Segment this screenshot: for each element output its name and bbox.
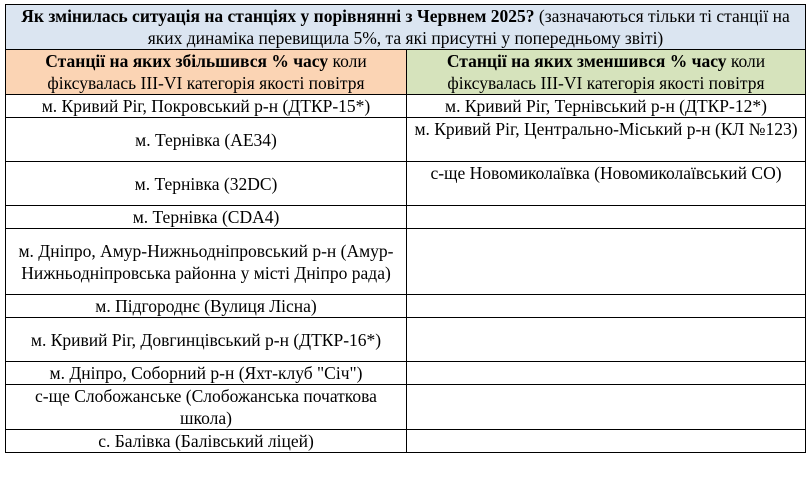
- increased-station: с. Балівка (Балівський ліцей): [6, 430, 407, 453]
- stations-comparison-table: [5, 4, 806, 453]
- decreased-station: [407, 229, 806, 295]
- header-decreased-note: коли фіксувалась ІІІ-VI категорія якості повітря: [447, 51, 766, 93]
- decreased-station: м. Кривий Ріг, Тернівський р-н (ДТКР-12*): [407, 95, 806, 118]
- increased-station: м. Дніпро, Соборний р-н (Яхт-клуб "Січ"): [6, 362, 407, 385]
- decreased-station: [407, 295, 806, 318]
- decreased-station: м. Кривий Ріг, Центрально-Міський р-н (КЛ №123): [407, 118, 806, 162]
- increased-station: м. Тернівка (AE34): [6, 118, 407, 162]
- increased-station: м. Кривий Ріг, Покровський р-н (ДТКР-15*): [6, 95, 407, 118]
- increased-station: с-ще Слобожанське (Слобожанська початкова школа): [6, 385, 407, 430]
- increased-station: м. Тернівка (CDA4): [6, 206, 407, 229]
- decreased-station: [407, 385, 806, 430]
- table-row: [6, 362, 806, 385]
- table-row: [6, 162, 806, 206]
- decreased-station: [407, 318, 806, 362]
- increased-station: м. Тернівка (32DC): [6, 162, 407, 206]
- table-row: [6, 95, 806, 118]
- decreased-station: с-ще Новомиколаївка (Новомиколаївський СО): [407, 162, 806, 206]
- table-row: [6, 430, 806, 453]
- table-row: [6, 118, 806, 162]
- table-title-bold: Як змінилась ситуація на станціях у порівнянні з Червнем 2025?: [21, 6, 535, 26]
- header-decreased: [407, 50, 806, 95]
- increased-station: м. Кривий Ріг, Довгинцівський р-н (ДТКР-16*): [6, 318, 407, 362]
- header-increased-note: коли фіксувалась ІІІ-VI категорія якості повітря: [47, 51, 367, 93]
- header-decreased-bold: Станції на яких зменшився % часу: [446, 51, 727, 71]
- header-row: [6, 50, 806, 95]
- table-title: [6, 5, 806, 50]
- increased-station: м. Підгороднє (Вулиця Лісна): [6, 295, 407, 318]
- decreased-station: [407, 206, 806, 229]
- decreased-station: [407, 362, 806, 385]
- table-row: [6, 385, 806, 430]
- table-row: [6, 295, 806, 318]
- header-increased-bold: Станції на яких збільшився % часу: [45, 51, 329, 71]
- decreased-station: [407, 430, 806, 453]
- table-title-note: (зазначаються тільки ті станції на яких динаміка перевищила 5%, та які присутні у попередньому звіті): [147, 6, 790, 48]
- table-row: [6, 318, 806, 362]
- title-row: [6, 5, 806, 50]
- table-row: [6, 206, 806, 229]
- increased-station: м. Дніпро, Амур-Нижньодніпровський р-н (Амур-Нижньодніпровська районна у місті Дніпро рада): [6, 229, 407, 295]
- table-row: [6, 229, 806, 295]
- header-increased: [6, 50, 407, 95]
